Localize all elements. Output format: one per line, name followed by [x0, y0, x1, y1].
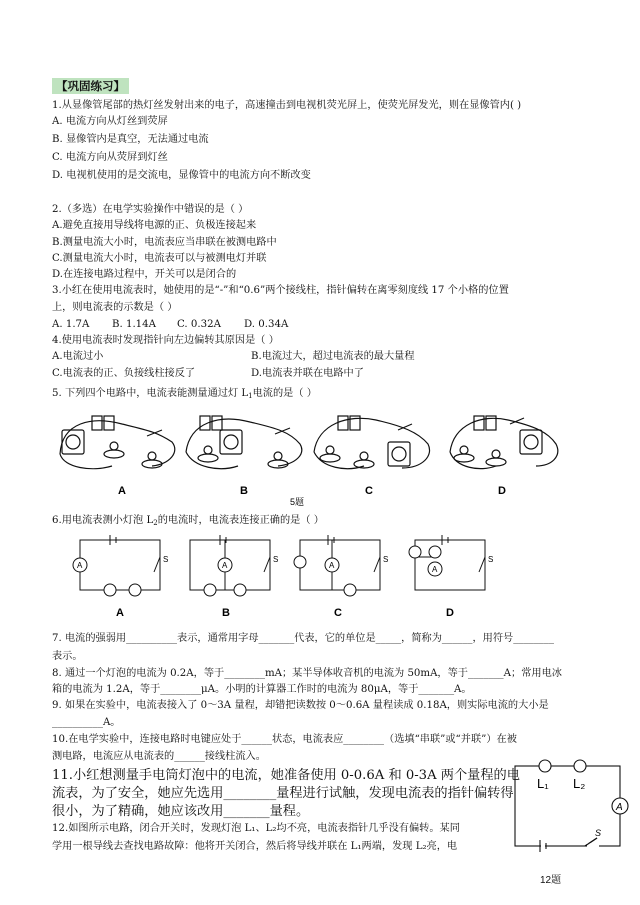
q5-figure-a [60, 416, 175, 469]
q4-option-a: A.电流过小 [52, 351, 104, 362]
q3-option-a: A. 1.7A [52, 319, 90, 330]
svg-text:A: A [77, 561, 83, 570]
svg-text:A: A [222, 561, 228, 570]
q12-line1: 12.如图所示电路，闭合开关时，发现灯泡 L₁、L₂均不亮，电流表指针几乎没有偏转。某同 [52, 823, 460, 834]
q6-label-c: C [334, 607, 342, 619]
q10-line2: 测电路，电流应从电流表的______接线柱流入。 [52, 751, 266, 762]
q10-line1: 10.在电学实验中，连接电路时电键应处于______状态，电流表应________（选填“串联”或“并联”）在被 [52, 734, 517, 745]
q12-fig-switch: S [595, 828, 602, 838]
q3-option-d: D. 0.34A [244, 319, 289, 330]
q1-option-d: D. 电视机使用的是交流电，显像管中的电流方向不断改变 [52, 170, 311, 181]
q3-stem-line1: 3.小红在使用电流表时，她使用的是“-”和“0.6”两个接线柱，指针偏转在离零刻度线 17 个小格的位置 [52, 285, 509, 296]
q6-stem: 6.用电流表测小灯泡 $L_2$的电流时，电流表连接正确的是（ ） [52, 515, 324, 527]
q2-option-b: B.测量电流大小时，电流表应当串联在被测电路中 [52, 237, 277, 248]
q12-fig-l1: L₁ [537, 776, 549, 791]
q4-stem: 4.使用电流表时发现指针向左边偏转其原因是（ ） [52, 335, 279, 346]
svg-text:S: S [383, 555, 389, 564]
q11-line1: 11.小红想测量手电筒灯泡中的电流，她准备使用 0-0.6A 和 0-3A 两个量程的电 [52, 768, 520, 783]
q3-option-b: B. 1.14A [112, 319, 157, 330]
q6-circuit-figures [70, 532, 500, 624]
q12-fig-ammeter: A [616, 802, 623, 813]
q1-option-c: C. 电流方向从荧屏到灯丝 [52, 152, 168, 163]
svg-text:A: A [432, 565, 438, 574]
q5-circuit-figures [52, 402, 452, 507]
q1-stem: 1.从显像管尾部的热灯丝发射出来的电子，高速撞击到电视机荧光屏上，使荧光屏发光，则在显像管内( ) [52, 100, 522, 111]
q1-option-b: B. 显像管内是真空，无法通过电流 [52, 134, 209, 145]
q8-line1: 8. 通过一个灯泡的电流为 0.2A，等于________mA；某半导体收音机的电流为 50mA，等于_______A；常用电冰 [52, 668, 562, 679]
q12-fig-l2: L₂ [573, 776, 586, 791]
q12-caption: 12题 [540, 875, 562, 886]
q7-line2: 表示。 [52, 651, 83, 662]
svg-text:A: A [329, 561, 335, 570]
q9-line1: 9. 如果在实验中，电流表接入了 0～3A 量程，却错把读数按 0～0.6A 量程读成 0.18A，则实际电流的大小是 [52, 700, 549, 711]
q2-option-c: C.测量电流大小时，电流表可以与被测电灯并联 [52, 253, 267, 264]
q11-line3: 很小，为了精确，她应该改用_______量程。 [52, 804, 310, 819]
q4-option-d: D.电流表并联在电路中了 [251, 368, 364, 379]
q1-option-a: A. 电流方向从灯丝到荧屏 [52, 116, 168, 127]
q5-label-a: A [118, 485, 126, 497]
q7-line1: 7. 电流的强弱用__________表示，通常用字母_______代表，它的单位是_____，简称为______，用符号________ [52, 633, 554, 644]
q12-line2: 学用一根导线去查找电路故障：他将开关闭合，然后将导线并联在 L₁两端，发现 L₂亮，电 [52, 841, 458, 852]
q12-circuit-figure [505, 758, 635, 866]
svg-text:S: S [163, 555, 169, 564]
q6-label-a: A [116, 607, 124, 619]
q2-stem: 2.（多选）在电学实验操作中错误的是（ ） [52, 204, 249, 215]
q5-caption: 5题 [290, 497, 305, 507]
q5-stem: 5. 下列四个电路中，电流表能测量通过灯 $L_1$电流的是（ ） [52, 388, 317, 400]
q6-label-d: D [446, 607, 454, 619]
q8-line2: 箱的电流为 1.2A，等于________μA。小明的计算器工作时的电流为 80μA，等于_______A。 [52, 684, 472, 695]
q2-option-a: A.避免直接用导线将电源的正、负极连接起来 [52, 220, 257, 231]
q11-line2: 流表，为了安全，她应先选用________量程进行试触，发现电流表的指针偏转得 [52, 786, 514, 801]
svg-text:S: S [488, 555, 494, 564]
q5-figure-d [444, 402, 564, 497]
svg-text:S: S [273, 555, 279, 564]
q4-option-b: B.电流过大，超过电流表的最大量程 [251, 351, 415, 362]
q3-option-c: C. 0.32A [177, 319, 221, 330]
section-title: 【巩固练习】 [52, 80, 129, 94]
q3-stem-line2: 上，则电流表的示数是（ ） [52, 302, 178, 313]
q5-label-b: B [240, 485, 248, 497]
q2-option-d: D.在连接电路过程中，开关可以是闭合的 [52, 269, 237, 280]
q4-option-c: C.电流表的正、负接线柱接反了 [52, 368, 196, 379]
q5-label-d: D [498, 485, 506, 497]
q5-label-c: C [365, 485, 373, 497]
q9-line2: __________A。 [52, 717, 121, 728]
q6-label-b: B [222, 607, 230, 619]
